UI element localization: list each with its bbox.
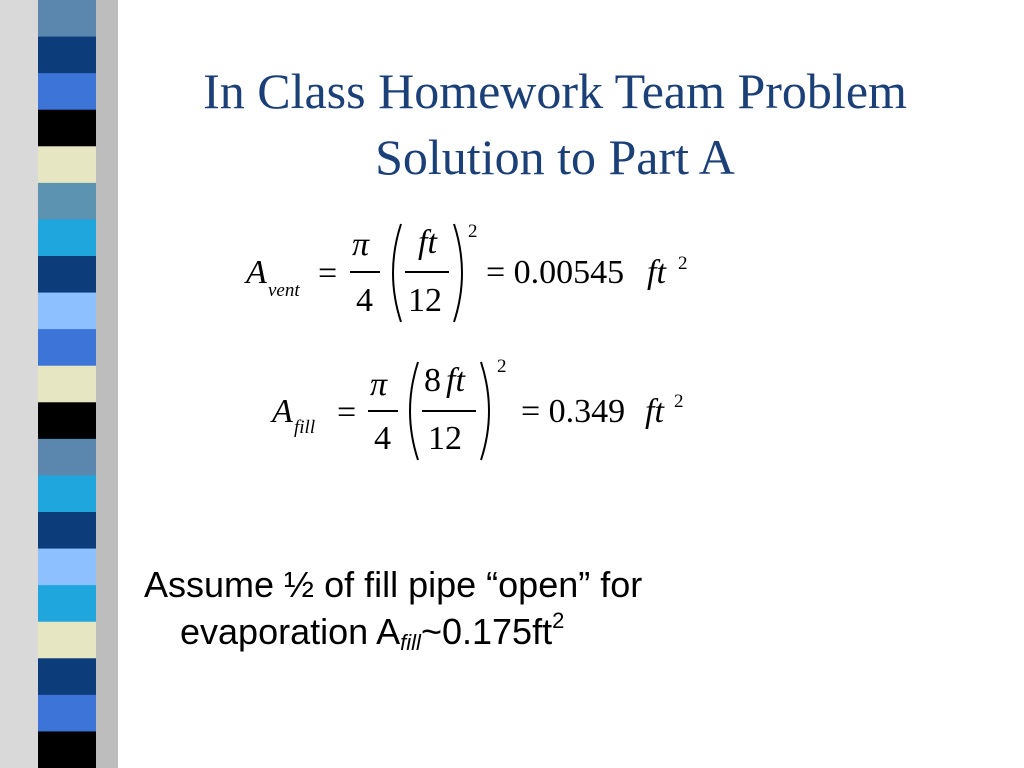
eq2-pi-fraction-bar bbox=[368, 410, 398, 412]
eq2-equals: = bbox=[337, 394, 357, 431]
eq2-result: = 0.349 bbox=[521, 393, 626, 430]
bullet-line-2-prefix: evaporation A bbox=[180, 611, 401, 652]
stripe-square bbox=[38, 622, 96, 659]
bullet-line-2-value: ~0.175ft bbox=[420, 611, 553, 652]
bullet-line-1: Assume ½ of fill pipe “open” for bbox=[144, 564, 643, 605]
eq1-inner-denominator: 12 bbox=[408, 282, 442, 319]
eq2-right-paren bbox=[477, 360, 499, 462]
eq2-result-exponent: 2 bbox=[674, 391, 684, 412]
stripe-square bbox=[38, 731, 96, 768]
eq2-exponent: 2 bbox=[497, 356, 507, 377]
eq1-lhs-subscript: vent bbox=[268, 280, 300, 301]
eq2-lhs: A bbox=[272, 393, 293, 430]
bullet-line-2-subscript: fill bbox=[400, 630, 421, 655]
eq2-inner-numerator-unit: ft bbox=[446, 362, 465, 399]
bullet-line-2 bbox=[144, 608, 944, 655]
eq1-result-exponent: 2 bbox=[678, 253, 688, 274]
eq2-pi: π bbox=[370, 366, 388, 403]
eq1-result: = 0.00545 bbox=[486, 254, 625, 291]
eq1-lhs: A bbox=[246, 254, 267, 291]
stripe-square bbox=[38, 475, 96, 512]
eq2-inner-denominator: 12 bbox=[428, 420, 462, 457]
title-line-1: In Class Homework Team Problem bbox=[203, 63, 907, 119]
eq2-pi-denominator: 4 bbox=[374, 420, 391, 457]
title-line-2: Solution to Part A bbox=[375, 129, 735, 185]
eq1-pi-denominator: 4 bbox=[356, 282, 373, 319]
eq1-inner-numerator: ft bbox=[418, 224, 437, 261]
eq1-pi: π bbox=[352, 226, 370, 263]
bullet-text bbox=[144, 561, 944, 655]
stripe-square bbox=[38, 512, 96, 549]
stripe-square bbox=[38, 658, 96, 695]
stripe-square bbox=[38, 549, 96, 586]
eq2-left-paren bbox=[400, 360, 422, 462]
eq1-result-unit: ft bbox=[647, 254, 666, 291]
eq1-equals: = bbox=[318, 255, 338, 292]
bullet-line-2-superscript: 2 bbox=[552, 608, 565, 633]
eq2-lhs-subscript: fill bbox=[294, 417, 316, 438]
eq1-exponent: 2 bbox=[468, 221, 478, 242]
stripe-square bbox=[38, 585, 96, 622]
stripe-square bbox=[38, 695, 96, 732]
eq2-inner-fraction-bar bbox=[422, 410, 476, 412]
eq2-result-unit: ft bbox=[645, 393, 664, 430]
eq2-inner-numerator-coef: 8 bbox=[424, 362, 441, 399]
